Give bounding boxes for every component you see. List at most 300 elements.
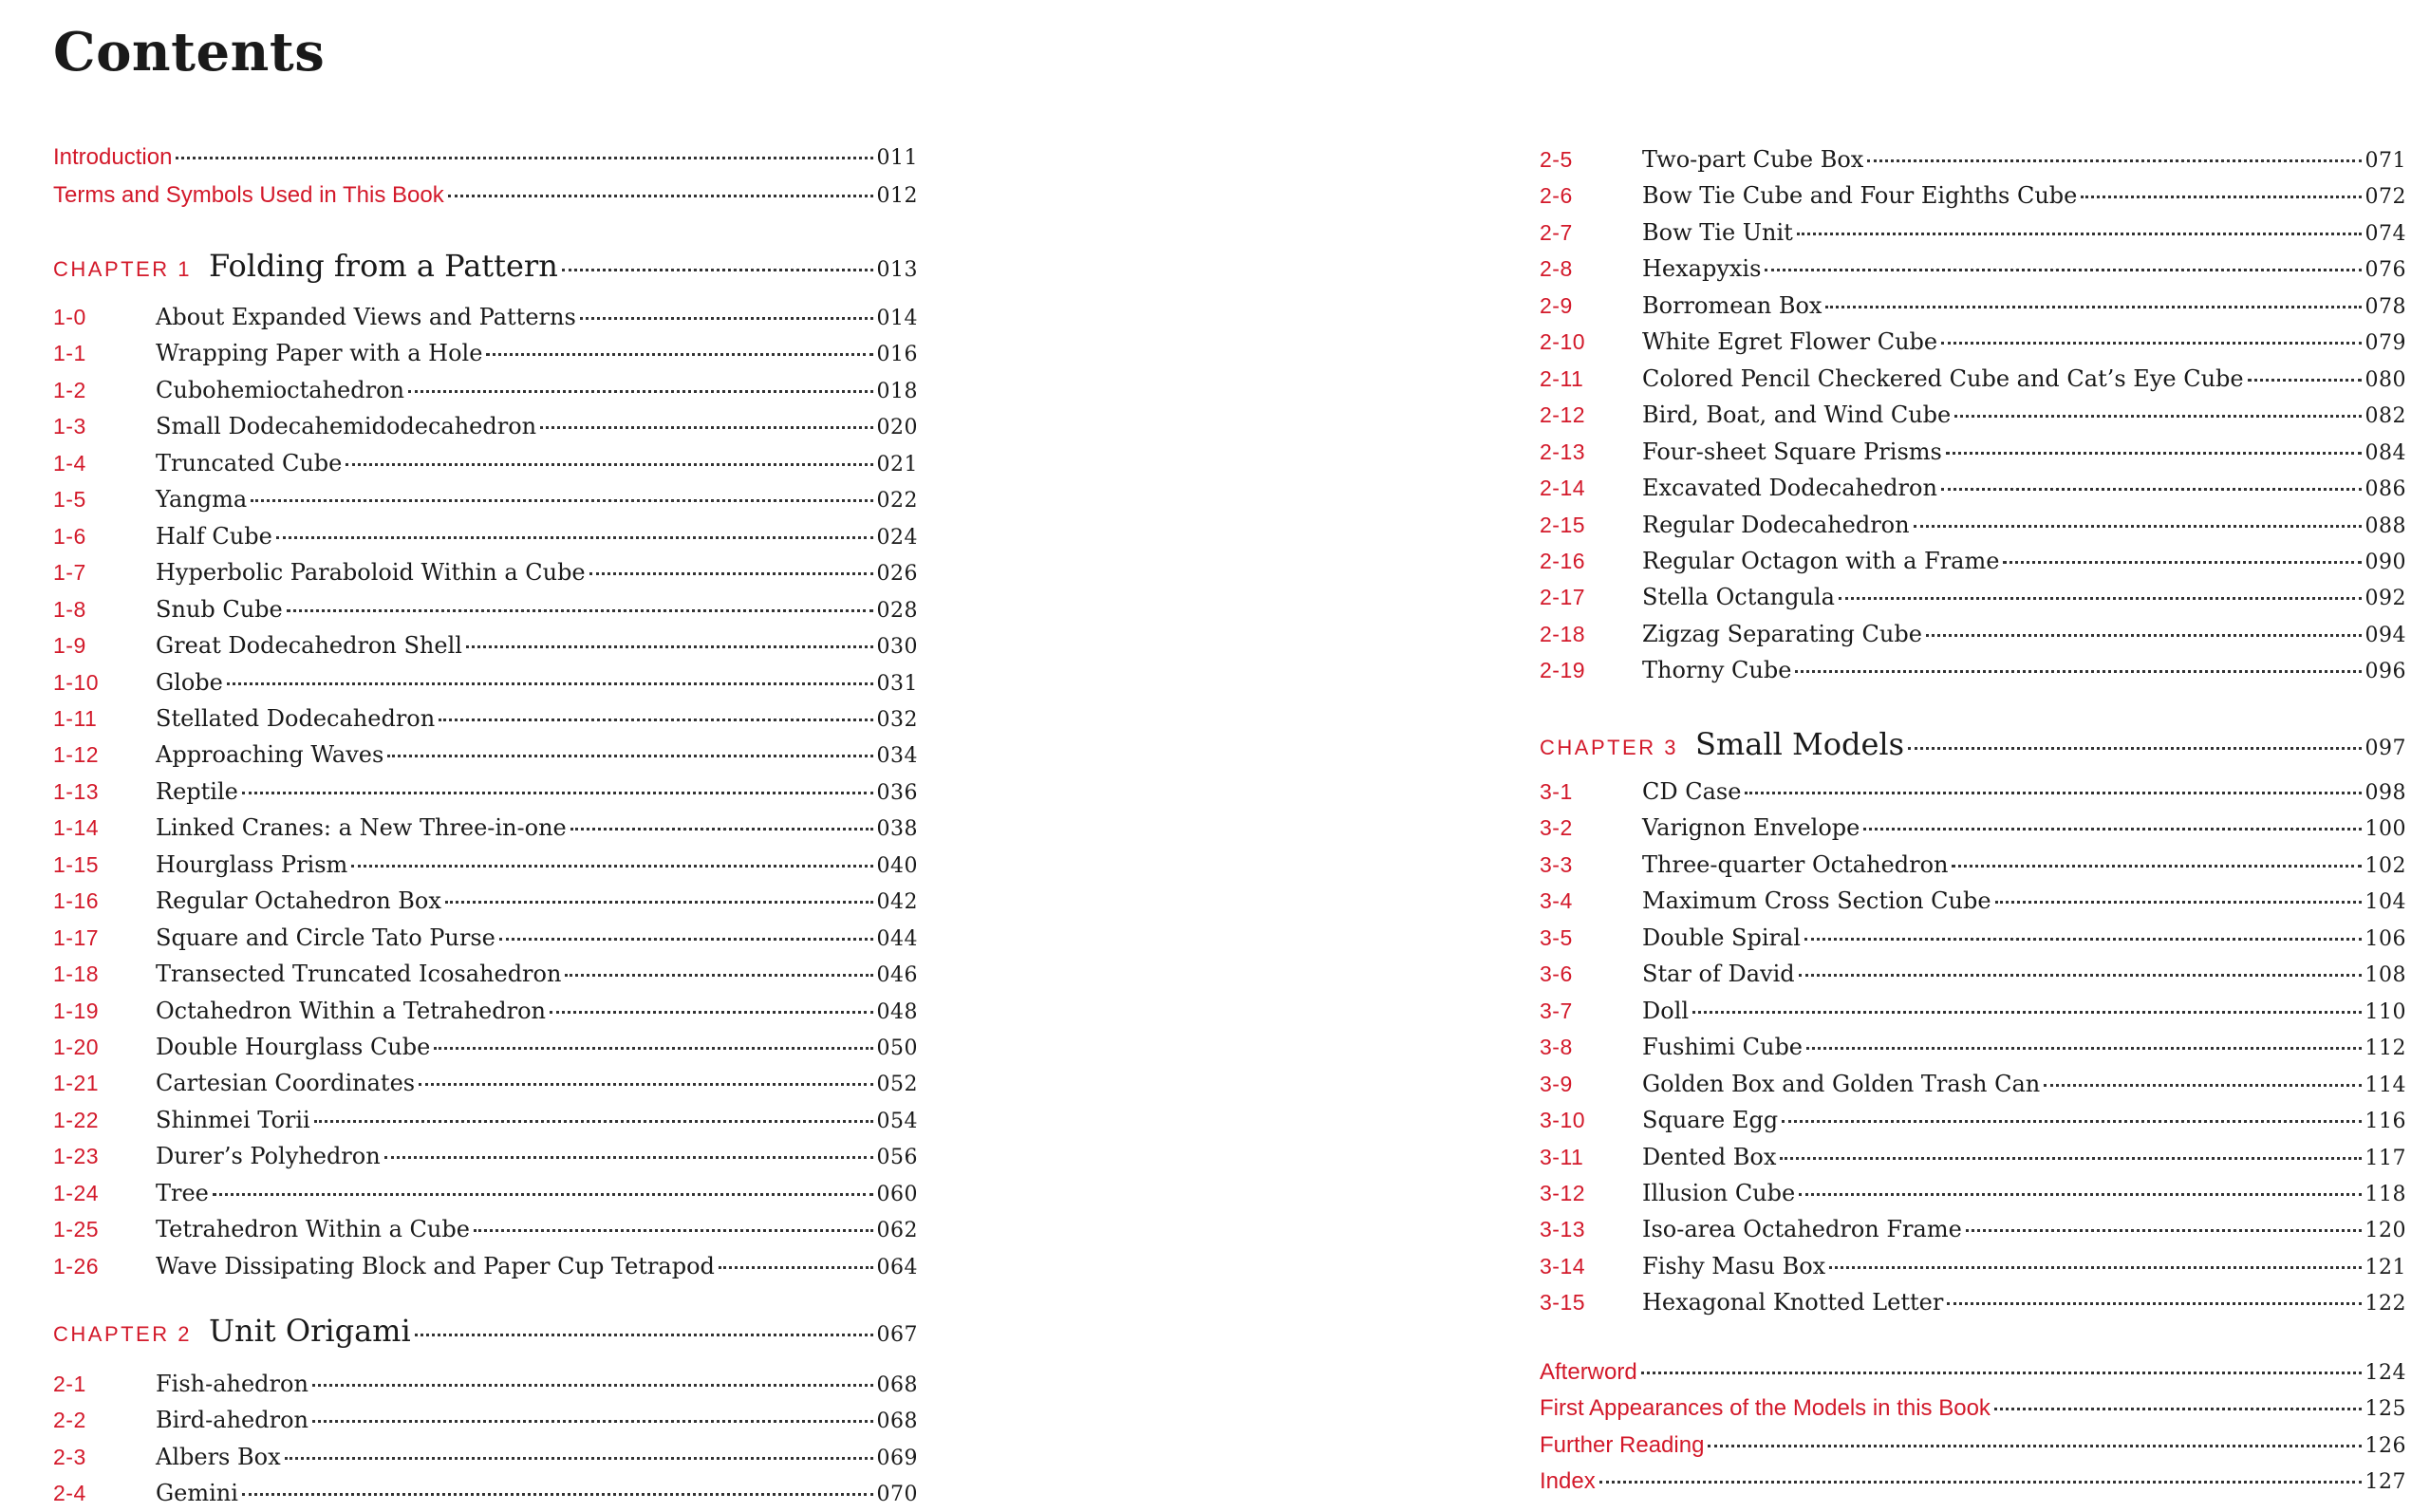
entry-page: 120 — [2365, 1219, 2406, 1243]
entry-title: Albers Box — [156, 1443, 281, 1470]
dot-leader — [562, 269, 873, 271]
toc-entry[interactable] — [53, 921, 918, 955]
dot-leader — [1954, 415, 2361, 418]
entry-page: 108 — [2365, 963, 2406, 988]
entry-title: Borromean Box — [1642, 291, 1822, 319]
entry-number: 2-5 — [1540, 147, 1573, 172]
toc-entry[interactable] — [53, 592, 918, 626]
dot-leader — [387, 755, 872, 757]
entry-title: Globe — [156, 668, 223, 696]
entry-title: Wave Dissipating Block and Paper Cup Tetrapod — [156, 1252, 715, 1279]
dot-leader — [1806, 1047, 2361, 1050]
entry-page: 078 — [2365, 294, 2406, 319]
entry-title: Double Hourglass Cube — [156, 1034, 431, 1060]
entry-page: 046 — [876, 963, 918, 988]
back-matter-entry[interactable] — [1540, 1428, 2406, 1463]
entry-page: 076 — [2365, 258, 2406, 283]
toc-entry[interactable] — [1540, 1067, 2406, 1101]
back-matter-entry[interactable] — [1540, 1355, 2406, 1390]
entry-number: 1-26 — [53, 1253, 100, 1279]
toc-entry[interactable] — [53, 811, 918, 845]
entry-title: Small Dodecahemidodecahedron — [156, 413, 537, 440]
entry-page: 110 — [2365, 999, 2406, 1024]
entry-title: Fish-ahedron — [156, 1371, 308, 1397]
toc-entry[interactable] — [53, 409, 918, 443]
toc-entry[interactable] — [53, 994, 918, 1028]
entry-page: 071 — [2365, 149, 2406, 173]
dot-leader — [1952, 865, 2361, 868]
toc-entry[interactable] — [1540, 921, 2406, 955]
toc-entry[interactable] — [1540, 471, 2406, 505]
entry-page: 040 — [876, 853, 918, 878]
entry-title: Half Cube — [156, 522, 272, 550]
chapter-heading[interactable] — [53, 245, 918, 287]
toc-entry[interactable] — [1540, 1176, 2406, 1210]
entry-title: Square Egg — [1642, 1107, 1779, 1134]
dot-leader — [1641, 1372, 2362, 1374]
toc-entry[interactable] — [1540, 142, 2406, 177]
toc-entry[interactable] — [1540, 1030, 2406, 1064]
entry-page: 116 — [2365, 1110, 2406, 1134]
entry-number: 3-9 — [1540, 1071, 1573, 1096]
entry-number: 2-9 — [1540, 292, 1573, 318]
toc-entry[interactable] — [53, 336, 918, 370]
back-matter-entry-title: Index — [1540, 1468, 1596, 1495]
entry-title: Varignon Envelope — [1642, 814, 1860, 842]
entry-page: 036 — [876, 780, 918, 805]
toc-entry[interactable] — [1540, 252, 2406, 286]
entry-title: Two-part Cube Box — [1642, 146, 1864, 173]
entry-page: 114 — [2365, 1073, 2406, 1097]
entry-page: 048 — [876, 999, 918, 1024]
entry-page: 044 — [876, 926, 918, 951]
toc-entry[interactable] — [53, 957, 918, 991]
toc-entry[interactable] — [1540, 1249, 2406, 1283]
dot-leader — [499, 938, 873, 941]
dot-leader — [565, 974, 872, 977]
toc-entry[interactable] — [1540, 435, 2406, 469]
toc-entry[interactable] — [53, 701, 918, 736]
entry-title: Regular Octahedron Box — [156, 887, 441, 915]
dot-leader — [1994, 1408, 2362, 1410]
entry-title: Gemini — [156, 1480, 238, 1507]
chapter-label: CHAPTER 3 — [1540, 736, 1678, 759]
entry-page: 070 — [876, 1483, 918, 1507]
toc-entry[interactable] — [53, 1212, 918, 1246]
entry-number: 3-6 — [1540, 961, 1573, 987]
dot-leader — [719, 1266, 873, 1269]
dot-leader — [1599, 1481, 2362, 1484]
entry-title: Tree — [156, 1179, 209, 1206]
entry-number: 1-21 — [53, 1071, 100, 1096]
entry-page: 026 — [876, 562, 918, 587]
dot-leader — [1941, 342, 2361, 345]
back-matter-entry-title: Afterword — [1540, 1359, 1637, 1385]
entry-page: 024 — [876, 525, 918, 550]
front-matter-entry[interactable] — [53, 178, 918, 213]
dot-leader — [1804, 938, 2362, 941]
entry-number: 3-10 — [1540, 1108, 1586, 1133]
entry-page: 084 — [2365, 440, 2406, 465]
toc-entry[interactable] — [1540, 398, 2406, 432]
dot-leader — [242, 1493, 873, 1496]
entry-number: 1-20 — [53, 1035, 100, 1059]
toc-entry[interactable] — [1540, 617, 2406, 651]
entry-number: 1-4 — [53, 450, 86, 476]
dot-leader — [1926, 634, 2362, 637]
toc-entry[interactable] — [53, 737, 918, 772]
toc-entry[interactable] — [1540, 775, 2406, 809]
entry-title: Thorny Cube — [1642, 657, 1792, 684]
entry-title: Golden Box and Golden Trash Can — [1642, 1070, 2041, 1097]
dot-leader — [466, 645, 873, 648]
dot-leader — [1966, 1229, 2362, 1232]
dot-leader — [1829, 1266, 2361, 1269]
entry-title: Fushimi Cube — [1642, 1034, 1804, 1061]
entry-page: 106 — [2365, 926, 2406, 951]
entry-title: Bow Tie Unit — [1642, 218, 1793, 246]
toc-entry[interactable] — [1540, 544, 2406, 578]
dot-leader — [1839, 597, 2362, 600]
dot-leader — [285, 1457, 873, 1460]
dot-leader — [589, 572, 873, 575]
entry-number: 1-18 — [53, 961, 100, 987]
toc-entry[interactable] — [53, 1139, 918, 1173]
dot-leader — [346, 463, 872, 466]
entry-page: 086 — [2365, 477, 2406, 502]
entry-number: 3-5 — [1540, 924, 1573, 950]
toc-entry[interactable] — [53, 665, 918, 700]
entry-page: 079 — [2365, 331, 2406, 356]
dot-leader — [1780, 1157, 2361, 1160]
entry-page: 122 — [2365, 1292, 2406, 1316]
entry-page: 022 — [876, 489, 918, 513]
toc-entry[interactable] — [53, 1403, 918, 1437]
entry-page: 031 — [876, 671, 918, 696]
toc-entry[interactable] — [53, 884, 918, 918]
dot-leader — [1914, 525, 2362, 528]
toc-entry[interactable] — [53, 1440, 918, 1474]
toc-entry[interactable] — [1540, 811, 2406, 845]
entry-title: Fishy Masu Box — [1642, 1252, 1826, 1279]
entry-page: 038 — [876, 817, 918, 842]
dot-leader — [314, 1120, 873, 1123]
dot-leader — [312, 1384, 873, 1387]
dot-leader — [1797, 233, 2362, 235]
dot-leader — [540, 426, 872, 429]
entry-page: 068 — [876, 1409, 918, 1434]
dot-leader — [1995, 901, 2362, 904]
entry-number: 1-22 — [53, 1107, 100, 1132]
entry-number: 3-11 — [1540, 1144, 1584, 1169]
toc-entry[interactable] — [53, 1476, 918, 1510]
entry-number: 2-2 — [53, 1408, 86, 1433]
chapter-heading[interactable] — [1540, 723, 2406, 765]
entry-page: 118 — [2365, 1182, 2406, 1206]
toc-entry[interactable] — [53, 519, 918, 553]
chapter-page: 097 — [2365, 737, 2406, 760]
entry-title: Snub Cube — [156, 595, 283, 623]
entry-title: Maximum Cross Section Cube — [1642, 887, 1991, 915]
toc-entry[interactable] — [53, 848, 918, 882]
dot-leader — [351, 865, 872, 868]
entry-number: 3-8 — [1540, 1035, 1573, 1060]
entry-number: 1-1 — [53, 341, 86, 366]
chapter-page: 067 — [876, 1323, 918, 1347]
entry-number: 3-12 — [1540, 1180, 1586, 1205]
entry-number: 1-19 — [53, 998, 100, 1023]
toc-entry[interactable] — [1540, 215, 2406, 250]
dot-leader — [408, 390, 873, 393]
dot-leader — [1745, 792, 2361, 794]
toc-entry[interactable] — [53, 775, 918, 809]
chapter-title: Small Models — [1694, 726, 1905, 762]
entry-page: 030 — [876, 635, 918, 660]
entry-number: 1-24 — [53, 1180, 100, 1205]
entry-number: 1-3 — [53, 414, 86, 439]
entry-page: 056 — [876, 1146, 918, 1170]
dot-leader — [276, 536, 873, 539]
back-matter-entry[interactable] — [1540, 1391, 2406, 1426]
toc-entry[interactable] — [53, 555, 918, 589]
toc-entry[interactable] — [1540, 994, 2406, 1028]
entry-number: 1-23 — [53, 1144, 100, 1169]
entry-page: 092 — [2365, 587, 2406, 611]
entry-number: 2-4 — [53, 1481, 86, 1506]
entry-page: 102 — [2365, 853, 2406, 878]
dot-leader — [1825, 306, 2361, 308]
entry-page: 011 — [876, 146, 918, 170]
entry-title: Shinmei Torii — [156, 1106, 310, 1133]
entry-page: 125 — [2365, 1397, 2406, 1422]
toc-entry[interactable] — [53, 373, 918, 407]
entry-page: 100 — [2365, 817, 2406, 842]
entry-title: Hourglass Prism — [156, 850, 348, 878]
entry-page: 034 — [876, 744, 918, 769]
chapter-heading[interactable] — [53, 1310, 918, 1352]
front-matter-entry-title: Introduction — [53, 144, 173, 170]
entry-number: 3-7 — [1540, 998, 1573, 1023]
entry-title: Illusion Cube — [1642, 1179, 1796, 1206]
entry-title: White Egret Flower Cube — [1642, 328, 1938, 356]
entry-title: Three-quarter Octahedron — [1642, 850, 1949, 878]
entry-number: 1-6 — [53, 523, 86, 549]
entry-page: 014 — [876, 307, 918, 330]
entry-number: 1-8 — [53, 596, 86, 622]
toc-entry[interactable] — [1540, 1212, 2406, 1246]
entry-number: 1-9 — [53, 633, 86, 659]
entry-number: 1-25 — [53, 1217, 100, 1242]
entry-number: 2-6 — [1540, 183, 1573, 209]
entry-title: Approaching Waves — [156, 741, 384, 769]
entry-number: 3-3 — [1540, 851, 1573, 877]
toc-entry[interactable] — [53, 1066, 918, 1100]
toc-entry[interactable] — [53, 482, 918, 516]
entry-page: 121 — [2365, 1255, 2406, 1279]
toc-entry[interactable] — [1540, 1285, 2406, 1319]
toc-entry[interactable] — [1540, 508, 2406, 542]
toc-entry[interactable] — [1540, 848, 2406, 882]
entry-number: 1-10 — [53, 669, 100, 695]
entry-page: 028 — [876, 598, 918, 623]
toc-entry[interactable] — [1540, 178, 2406, 213]
chapter-label: CHAPTER 1 — [53, 257, 192, 281]
entry-title: Reptile — [156, 777, 238, 805]
dot-leader — [287, 609, 873, 612]
entry-title: Cartesian Coordinates — [156, 1070, 416, 1097]
entry-number: 3-14 — [1540, 1253, 1586, 1279]
entry-title: Transected Truncated Icosahedron — [156, 961, 562, 988]
back-matter-entry-title: Further Reading — [1540, 1431, 1705, 1458]
toc-entry[interactable] — [1540, 1140, 2406, 1174]
page-title: Contents — [53, 21, 326, 84]
entry-page: 012 — [876, 184, 918, 208]
entry-page: 064 — [876, 1255, 918, 1279]
entry-title: Truncated Cube — [156, 449, 343, 476]
back-matter-entry-title: First Appearances of the Models in this Book — [1540, 1395, 1991, 1422]
front-matter-entry-title: Terms and Symbols Used in This Book — [53, 182, 444, 208]
dot-leader — [1863, 828, 2361, 831]
entry-title: Bow Tie Cube and Four Eighths Cube — [1642, 182, 2078, 210]
entry-number: 2-8 — [1540, 256, 1573, 282]
entry-number: 1-15 — [53, 851, 100, 877]
toc-entry[interactable] — [1540, 653, 2406, 687]
dot-leader — [415, 1334, 873, 1336]
entry-title: Great Dodecahedron Shell — [156, 632, 462, 660]
toc-entry[interactable] — [53, 300, 918, 334]
dot-leader — [1782, 1120, 2361, 1123]
entry-title: Stellated Dodecahedron — [156, 704, 436, 732]
dot-leader — [1765, 269, 2361, 271]
entry-page: 112 — [2365, 1036, 2406, 1061]
entry-page: 126 — [2365, 1433, 2406, 1458]
dot-leader — [1799, 974, 2362, 977]
toc-entry[interactable] — [1540, 884, 2406, 918]
entry-number: 2-19 — [1540, 658, 1586, 683]
dot-leader — [486, 353, 872, 356]
toc-entry[interactable] — [1540, 325, 2406, 359]
chapter-label: CHAPTER 2 — [53, 1322, 192, 1346]
entry-title: Dented Box — [1642, 1143, 1777, 1170]
dot-leader — [1867, 159, 2361, 162]
entry-number: 1-16 — [53, 888, 100, 914]
toc-entry[interactable] — [53, 446, 918, 480]
entry-page: 042 — [876, 890, 918, 915]
entry-number: 3-15 — [1540, 1290, 1586, 1316]
entry-number: 2-7 — [1540, 219, 1573, 245]
back-matter-entry[interactable] — [1540, 1465, 2406, 1499]
entry-title: Regular Dodecahedron — [1642, 511, 1910, 538]
toc-entry[interactable] — [1540, 580, 2406, 614]
entry-title: Yangma — [156, 486, 248, 513]
entry-page: 074 — [2365, 221, 2406, 246]
dot-leader — [434, 1047, 872, 1050]
toc-entry[interactable] — [53, 1030, 918, 1064]
toc-entry[interactable] — [1540, 289, 2406, 323]
entry-number: 2-18 — [1540, 621, 1586, 646]
dot-leader — [1908, 747, 2361, 750]
toc-entry[interactable] — [53, 1103, 918, 1137]
entry-title: CD Case — [1642, 778, 1742, 805]
chapter-page: 013 — [876, 258, 918, 282]
entry-page: 052 — [876, 1073, 918, 1097]
entry-number: 3-4 — [1540, 888, 1573, 914]
entry-number: 2-1 — [53, 1372, 86, 1396]
entry-title: Excavated Dodecahedron — [1642, 475, 1937, 502]
entry-title: Hyperbolic Paraboloid Within a Cube — [156, 559, 586, 587]
entry-title: Square and Circle Tato Purse — [156, 924, 495, 951]
toc-entry[interactable] — [1540, 1103, 2406, 1137]
front-matter-entry[interactable] — [53, 140, 918, 175]
entry-number: 2-12 — [1540, 402, 1586, 428]
dot-leader — [251, 499, 872, 502]
entry-page: 117 — [2365, 1146, 2406, 1170]
entry-title: Durer’s Polyhedron — [156, 1143, 381, 1170]
entry-page: 069 — [876, 1446, 918, 1470]
entry-title: About Expanded Views and Patterns — [156, 304, 576, 330]
entry-number: 2-13 — [1540, 439, 1586, 464]
entry-number: 1-2 — [53, 377, 86, 402]
entry-page: 098 — [2365, 781, 2406, 805]
entry-title: Four-sheet Square Prisms — [1642, 438, 1942, 465]
entry-page: 088 — [2365, 513, 2406, 538]
toc-entry[interactable] — [1540, 362, 2406, 396]
dot-leader — [2003, 561, 2361, 564]
entry-page: 080 — [2365, 367, 2406, 392]
dot-leader — [176, 157, 872, 159]
dot-leader — [1946, 452, 2362, 455]
entry-page: 020 — [876, 416, 918, 440]
toc-entry[interactable] — [53, 1367, 918, 1401]
dot-leader — [213, 1193, 873, 1196]
entry-number: 1-14 — [53, 815, 100, 841]
dot-leader — [1708, 1445, 2361, 1447]
dot-leader — [227, 682, 873, 685]
dot-leader — [2081, 196, 2361, 198]
chapter-title: Folding from a Pattern — [208, 248, 558, 284]
entry-page: 127 — [2365, 1470, 2406, 1495]
entry-title: Octahedron Within a Tetrahedron — [156, 997, 546, 1024]
entry-page: 032 — [876, 707, 918, 732]
entry-page: 104 — [2365, 890, 2406, 915]
entry-title: Iso-area Octahedron Frame — [1642, 1216, 1962, 1243]
entry-page: 021 — [876, 452, 918, 476]
dot-leader — [1947, 1302, 2361, 1305]
toc-entry[interactable] — [53, 1176, 918, 1210]
dot-leader — [445, 901, 873, 904]
entry-title: Colored Pencil Checkered Cube and Cat’s Eye Cube — [1642, 364, 2244, 392]
dot-leader — [1692, 1011, 2361, 1014]
toc-entry[interactable] — [53, 628, 918, 663]
entry-number: 3-2 — [1540, 815, 1573, 841]
dot-leader — [2044, 1084, 2361, 1087]
entry-page: 124 — [2365, 1361, 2406, 1385]
dot-leader — [1941, 488, 2362, 491]
dot-leader — [439, 719, 872, 721]
entry-number: 2-3 — [53, 1444, 86, 1469]
toc-entry[interactable] — [53, 1249, 918, 1283]
entry-title: Stella Octangula — [1642, 584, 1835, 611]
entry-number: 1-12 — [53, 742, 100, 768]
toc-entry[interactable] — [1540, 957, 2406, 991]
entry-title: Double Spiral — [1642, 924, 1801, 951]
entry-title: Hexagonal Knotted Letter — [1642, 1289, 1944, 1316]
entry-page: 018 — [876, 379, 918, 403]
dot-leader — [448, 195, 873, 197]
entry-title: Tetrahedron Within a Cube — [156, 1216, 470, 1243]
entry-page: 094 — [2365, 623, 2406, 647]
entry-page: 054 — [876, 1109, 918, 1133]
